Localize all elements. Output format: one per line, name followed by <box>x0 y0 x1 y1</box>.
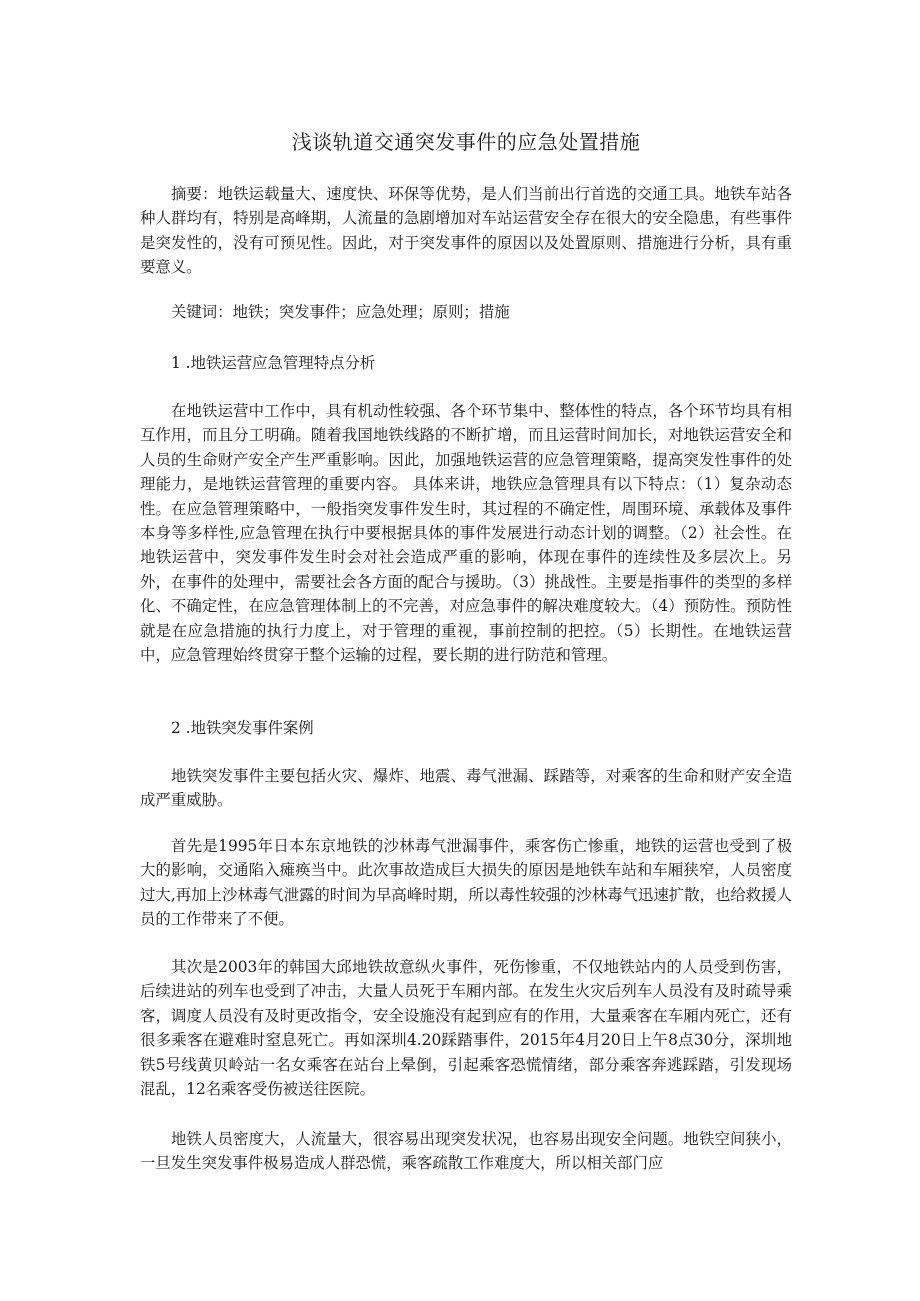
document-title: 浅谈轨道交通突发事件的应急处置措施 <box>291 130 641 154</box>
keywords-line: 关键词：地铁；突发事件；应急处理；原则；措施 <box>171 303 510 321</box>
section-1-body: 在地铁运营中工作中，具有机动性较强、各个环节集中、整体性的特点，各个环节均具有相互作用，而且分工明确。随着我国地铁线路的不断扩增，而且运营时间加长，对地铁运营安全和人员的生命财产安全产生严重影响。因此，加强地铁运营的应急管理策略，提高突发性事件的处理能力，是地铁运营管理的重要内容。 具体来讲，地铁应急管理具有以下特点：（1）复杂动态性。在应急管理策略中，一般指突发事件发生时，其过程的不确定性，周围环境、承载体及事件本身等多样性,应急管理在执行中要根据具体的事件发展进行动态计划的调整。（2）社会性。在地铁运营中，突发事件发生时会对社会造成严重的影响，体现在事件的连续性及多层次上。另外，在事件的处理中，需要社会各方面的配合与援助。（3）挑战性。主要是指事件的类型的多样化、不确定性，在应急管理体制上的不完善，对应急事件的解决难度较大。（4）预防性。预防性就是在应急措施的执行力度上，对于管理的重视，事前控制的把控。（5）长期性。在地铁运营中，应急管理始终贯穿于整个运输的过程，要长期的进行防范和管理。 <box>140 402 792 665</box>
abstract-paragraph: 摘要：地铁运载量大、速度快、环保等优势，是人们当前出行首选的交通工具。地铁车站各种人群均有，特别是高峰期，人流量的急剧增加对车站运营安全存在很大的安全隐患，有些事件是突发性的，没有可预见性。因此，对于突发事件的原因以及处置原则、措施进行分析，具有重要意义。 <box>140 185 792 277</box>
section-2-heading: 2 .地铁突发事件案例 <box>171 719 314 737</box>
section-1-heading: 1 .地铁运营应急管理特点分析 <box>171 354 376 372</box>
section-2-case-tokyo: 首先是1995年日本东京地铁的沙林毒气泄漏事件，乘客伤亡惨重，地铁的运营也受到了极大的影响，交通陷入瘫痪当中。此次事故造成巨大损失的原因是地铁车站和车厢狭窄，人员密度过大,再加上沙林毒气泄露的时间为早高峰时期，所以毒性较强的沙林毒气迅速扩散，也给救援人员的工作带来了不便。 <box>140 837 792 929</box>
section-2-case-daegu: 其次是2003年的韩国大邱地铁故意纵火事件，死伤惨重，不仅地铁站内的人员受到伤害，后续进站的列车也受到了冲击，大量人员死于车厢内部。在发生火灾后列车人员没有及时疏导乘客，调度人员没有及时更改指令，安全设施没有起到应有的作用，大量乘客在车厢内死亡，还有很多乘客在避难时窒息死亡。再如深圳4.20踩踏事件，2015年4月20日上午8点30分，深圳地铁5号线黄贝岭站一名女乘客在站台上晕倒，引起乘客恐慌情绪，部分乘客奔逃踩踏，引发现场混乱，12名乘客受伤被送往医院。 <box>140 958 792 1099</box>
section-2-closing: 地铁人员密度大，人流量大，很容易出现突发状况，也容易出现安全问题。地铁空间狭小，一旦发生突发事件极易造成人群恐慌，乘客疏散工作难度大，所以相关部门应 <box>140 1130 792 1173</box>
section-2-intro: 地铁突发事件主要包括火灾、爆炸、地震、毒气泄漏、踩踏等，对乘客的生命和财产安全造成严重威胁。 <box>140 767 792 810</box>
